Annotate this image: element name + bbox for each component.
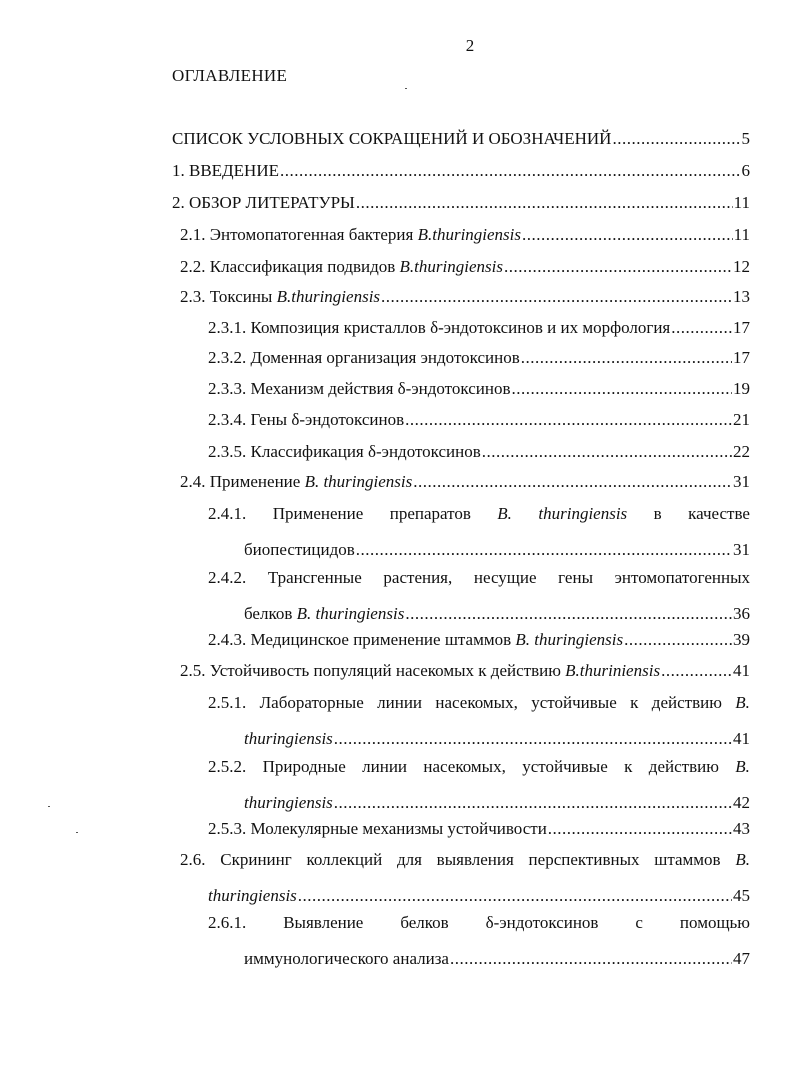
toc-title-text: 2.3.1. Композиция кристаллов δ-эндотоксинов и их морфология (208, 318, 671, 337)
toc-heading: ОГЛАВЛЕНИЕ (172, 66, 288, 85)
toc-leader-dots (671, 317, 732, 338)
toc-title (208, 347, 520, 368)
toc-word: к (630, 693, 639, 712)
toc-word: B. (497, 504, 512, 523)
toc-entry-line (180, 256, 750, 277)
toc-entry (208, 378, 750, 399)
toc-entry (208, 441, 750, 462)
toc-entry-line (208, 317, 750, 338)
toc-entry (180, 849, 750, 906)
toc-entry-line (172, 128, 750, 149)
toc-entry (180, 256, 750, 277)
toc-title-text: 2.3.5. Классификация δ-эндотоксинов (208, 442, 481, 461)
toc-page-number: 6 (741, 161, 750, 180)
toc-word: в (653, 504, 662, 523)
toc-word: линии (362, 757, 408, 776)
toc-entry-line (208, 441, 750, 462)
toc-title-text: 2.4.3. Медицинское применение штаммов (208, 630, 516, 649)
toc-page-number: 43 (733, 819, 750, 838)
toc-entry-line (208, 347, 750, 368)
toc-title (172, 160, 279, 181)
toc-title-italic: thuringiensis (244, 729, 333, 748)
toc-title-italic: thuringiensis (244, 793, 333, 812)
toc-word: Лабораторные (259, 693, 364, 712)
toc-word: B. (735, 850, 750, 869)
toc-page-number: 21 (733, 410, 750, 429)
toc-word: 2.4.1. (208, 504, 247, 523)
toc-word: выявления (436, 850, 514, 869)
toc-word: качестве (688, 504, 750, 523)
toc-word: энтомопатогенных (614, 568, 750, 587)
toc-title (244, 728, 333, 749)
toc-entry-line2 (244, 728, 750, 749)
toc-leader-dots (624, 629, 732, 650)
toc-title-text: 2.3.2. Доменная организация эндотоксинов (208, 348, 520, 367)
toc-entry (180, 471, 750, 492)
toc-leader-dots (548, 818, 732, 839)
toc-page-number: 19 (733, 379, 750, 398)
toc-title (208, 317, 670, 338)
toc-leader-dots (334, 728, 732, 749)
toc-entry-line1 (208, 692, 750, 713)
toc-title-italic: B.thuriniensis (565, 661, 661, 680)
toc-entry (208, 692, 750, 749)
toc-title-text: 2.3. Токсины (180, 287, 277, 306)
toc-title (208, 629, 623, 650)
toc-entry-line (208, 629, 750, 650)
toc-title (208, 441, 481, 462)
toc-entry (208, 912, 750, 969)
toc-entry (208, 818, 750, 839)
toc-title (244, 603, 404, 624)
toc-title-italic: B.thuringiensis (399, 257, 503, 276)
toc-entry-line2 (244, 603, 750, 624)
toc-word: устойчивые (522, 757, 608, 776)
toc-word: коллекций (306, 850, 383, 869)
toc-leader-dots (356, 192, 733, 213)
toc-word: Природные (262, 757, 346, 776)
toc-leader-dots (280, 160, 741, 181)
toc-leader-dots (522, 224, 733, 245)
toc-leader-dots (405, 603, 732, 624)
toc-word: Трансгенные (267, 568, 362, 587)
toc-word: насекомых, (435, 693, 518, 712)
toc-title-text: 2.5. Устойчивость популяций насекомых к действию (180, 661, 566, 680)
toc-word: штаммов (654, 850, 721, 869)
toc-entry-line (180, 471, 750, 492)
toc-word: для (396, 850, 422, 869)
toc-entry-line (172, 192, 750, 213)
toc-word: Выявление (283, 913, 364, 932)
toc-leader-dots (504, 256, 732, 277)
toc-entry (172, 128, 750, 149)
toc-leader-dots (298, 885, 732, 906)
toc-entry (180, 224, 750, 245)
toc-entry (208, 629, 750, 650)
toc-word: насекомых, (423, 757, 506, 776)
toc-word: действию (648, 757, 719, 776)
toc-entry-line1 (180, 849, 750, 870)
toc-entry-line (180, 286, 750, 307)
toc-entry-line (208, 818, 750, 839)
toc-leader-dots (413, 471, 732, 492)
toc-page-number: 5 (741, 129, 750, 148)
toc-entry-line (172, 160, 750, 181)
toc-entry-line2 (244, 792, 750, 813)
toc-title-text: белков (244, 604, 297, 623)
toc-word: устойчивые (531, 693, 617, 712)
toc-page-number: 41 (733, 729, 750, 748)
toc-page-number: 31 (733, 472, 750, 491)
scan-speck (76, 832, 78, 833)
toc-entry-line1 (208, 912, 750, 933)
toc-page-number: 39 (733, 630, 750, 649)
toc-entry-line (180, 660, 750, 681)
toc-leader-dots (381, 286, 732, 307)
toc-word: 2.6.1. (208, 913, 247, 932)
toc-word: 2.5.1. (208, 693, 247, 712)
toc-entry-line (208, 378, 750, 399)
toc-word: несущие (473, 568, 537, 587)
toc-entry (172, 192, 750, 213)
toc-word: 2.5.2. (208, 757, 247, 776)
toc-entry (208, 317, 750, 338)
toc-word: thuringiensis (538, 504, 628, 523)
toc-word: перспективных (528, 850, 640, 869)
toc-entry (208, 409, 750, 430)
toc-leader-dots (405, 409, 732, 430)
toc-leader-dots (612, 128, 740, 149)
toc-word: 2.6. (180, 850, 206, 869)
toc-entry-line1 (208, 567, 750, 588)
toc-title-text: 2.3.4. Гены δ-эндотоксинов (208, 410, 405, 429)
toc-title-italic: B. thuringiensis (296, 604, 405, 623)
toc-word: препаратов (389, 504, 471, 523)
toc-page-number: 17 (733, 318, 750, 337)
toc-entry (208, 503, 750, 560)
scan-speck (48, 806, 50, 807)
toc-word: белков (400, 913, 449, 932)
toc-word: гены (558, 568, 593, 587)
toc-entry (208, 347, 750, 368)
toc-page-number: 11 (733, 225, 750, 244)
toc-word: помощью (679, 913, 750, 932)
toc-title (244, 948, 449, 969)
toc-leader-dots (661, 660, 732, 681)
scan-speck (405, 88, 407, 89)
toc-title (180, 286, 380, 307)
toc-page-number: 31 (733, 540, 750, 559)
toc-word: δ-эндотоксинов (485, 913, 599, 932)
toc-title (244, 539, 355, 560)
toc-leader-dots (511, 378, 732, 399)
toc-page-number: 41 (733, 661, 750, 680)
toc-title-text: СПИСОК УСЛОВНЫХ СОКРАЩЕНИЙ И ОБОЗНАЧЕНИЙ (172, 129, 612, 148)
toc-entry (180, 286, 750, 307)
toc-entry-line2 (244, 539, 750, 560)
toc-entry-line1 (208, 756, 750, 777)
toc-entry-line1 (208, 503, 750, 524)
toc-word: линии (377, 693, 423, 712)
toc-title (180, 471, 412, 492)
toc-title-text: 2.1. Энтомопатогенная бактерия (180, 225, 418, 244)
toc-title-italic: B. thuringiensis (515, 630, 624, 649)
toc-title-text: 2. ОБЗОР ЛИТЕРАТУРЫ (172, 193, 355, 212)
toc-title-italic: thuringiensis (208, 886, 297, 905)
toc-entry (208, 756, 750, 813)
toc-entry-line (208, 409, 750, 430)
toc-word: Применение (272, 504, 364, 523)
toc-title-text: 2.3.3. Механизм действия δ-эндотоксинов (208, 379, 511, 398)
toc-entry (208, 567, 750, 624)
toc-entry-line2 (208, 885, 750, 906)
toc-title-text: иммунологического анализа (244, 949, 449, 968)
toc-page-number: 45 (733, 886, 750, 905)
toc-leader-dots (334, 792, 732, 813)
toc-title-italic: B. thuringiensis (304, 472, 413, 491)
toc-title-italic: B.thuringiensis (276, 287, 381, 306)
toc-entry-line2 (244, 948, 750, 969)
toc-page-number: 42 (733, 793, 750, 812)
toc-page-number: 22 (733, 442, 750, 461)
toc-title-text: биопестицидов (244, 540, 355, 559)
toc-title (172, 128, 611, 149)
toc-leader-dots (356, 539, 732, 560)
toc-entry (180, 660, 750, 681)
toc-title (208, 409, 404, 430)
toc-title (208, 378, 510, 399)
toc-leader-dots (521, 347, 732, 368)
toc-title (208, 885, 297, 906)
toc-title-italic: B.thuringiensis (417, 225, 522, 244)
toc-word: B. (735, 757, 750, 776)
toc-word: B. (735, 693, 750, 712)
toc-title-text: 2.2. Классификация подвидов (180, 257, 400, 276)
toc-title (172, 192, 355, 213)
toc-word: Скрининг (220, 850, 292, 869)
toc-title (180, 256, 503, 277)
toc-title-text: 1. ВВЕДЕНИЕ (172, 161, 279, 180)
toc-entry (172, 160, 750, 181)
toc-title (180, 660, 660, 681)
toc-word: с (635, 913, 643, 932)
toc-page-number: 17 (733, 348, 750, 367)
toc-word: к (624, 757, 633, 776)
toc-page-number: 12 (733, 257, 750, 276)
toc-word: растения, (383, 568, 453, 587)
toc-leader-dots (482, 441, 732, 462)
toc-title-text: 2.5.3. Молекулярные механизмы устойчивости (208, 819, 547, 838)
toc-word: 2.4.2. (208, 568, 247, 587)
toc-entry-line (180, 224, 750, 245)
toc-page-number: 13 (733, 287, 750, 306)
toc-title-text: 2.4. Применение (180, 472, 305, 491)
toc-page-number: 47 (733, 949, 750, 968)
toc-page-number: 11 (733, 193, 750, 212)
toc-title (208, 818, 547, 839)
toc-title (180, 224, 521, 245)
toc-leader-dots (450, 948, 732, 969)
page-number: 2 (465, 36, 475, 55)
toc-page-number: 36 (733, 604, 750, 623)
toc-word: действию (651, 693, 722, 712)
toc-title (244, 792, 333, 813)
